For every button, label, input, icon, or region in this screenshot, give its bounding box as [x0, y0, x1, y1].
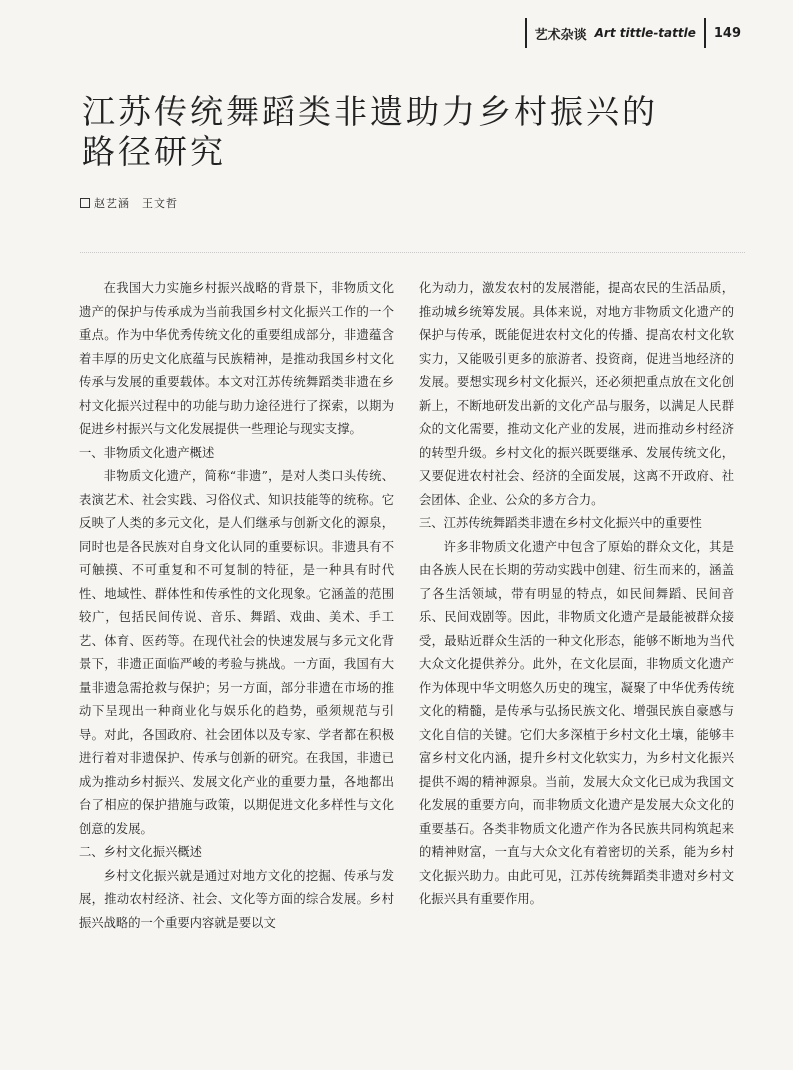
header-divider	[525, 18, 527, 48]
right-column	[419, 277, 734, 912]
square-bullet-icon	[80, 198, 90, 208]
title-line-2: 路径研究	[82, 132, 226, 171]
page-number: 149	[713, 25, 741, 41]
intro-paragraph: 在我国大力实施乡村振兴战略的背景下，非物质文化遗产的保护与传承成为当前我国乡村文化振兴工作的一个重点。作为中华优秀传统文化的重要组成部分，非遗蕴含着丰厚的历史文化底蕴与民族精神，是推动我国乡村文化传承与发展的重要载体。本文对江苏传统舞蹈类非遗在乡村文化振兴过程中的功能与助力途径进行了探索，以期为促进乡村振兴与文化发展提供一些理论与现实支撑。	[79, 281, 394, 436]
article-title	[82, 92, 682, 172]
left-column	[79, 277, 394, 935]
title-line-1: 江苏传统舞蹈类非遗助力乡村振兴的	[82, 92, 658, 131]
section-heading-1: 一、非物质文化遗产概述	[79, 445, 215, 460]
section-name-zh: 艺术杂谈	[534, 27, 587, 43]
section-heading-2: 二、乡村文化振兴概述	[79, 845, 202, 859]
dotted-divider	[80, 252, 745, 253]
section-1-paragraph: 非物质文化遗产，简称“非遗”，是对人类口头传统、表演艺术、社会实践、习俗仪式、知识技能等的统称。它反映了人类的多元文化，是人们继承与创新文化的源泉，同时也是各民族对自身文化认同的重要标识。非遗具有不可触摸、不可重复和不可复制的特征，是一种具有时代性、地域性、群体性和传承性的文化现象。它涵盖的范围较广，包括民间传说、音乐、舞蹈、戏曲、美术、手工艺、体育、医药等。在现代社会的快速发展与多元文化背景下，非遗正面临严峻的考验与挑战。一方面，我国有大量非遗急需抢救与保护；另一方面，部分非遗在市场的推动下呈现出一种商业化与娱乐化的趋势，亟须规范与引导。对此，各国政府、社会团体以及专家、学者都在积极进行着对非遗保护、传承与创新的研究。在我国，非遗已成为推动乡村振兴、发展文化产业的重要力量，各地都出台了相应的保护措施与政策，以期促进文化多样性与文化创意的发展。	[79, 469, 394, 836]
section-name-en: Art tittle-tattle	[594, 26, 696, 40]
header-divider	[704, 18, 706, 48]
author-line	[80, 195, 178, 211]
running-header	[525, 18, 741, 48]
section-2-paragraph-continued: 化为动力，激发农村的发展潜能，提高农民的生活品质，推动城乡统筹发展。具体来说，对地方非物质文化遗产的保护与传承，既能促进农村文化的传播、提高农村文化软实力，又能吸引更多的旅游者、投资商，促进当地经济的发展。要想实现乡村文化振兴，还必须把重点放在文化创新上，不断地研发出新的文化产品与服务，以满足人民群众的文化需要，推动文化产业的发展，进而推动乡村经济的转型升级。乡村文化的振兴既要继承、发展传统文化，又要促进农村社会、经济的全面发展，这离不开政府、社会团体、企业、公众的多方合力。	[419, 281, 734, 507]
authors: 赵艺涵 王文哲	[94, 197, 178, 210]
section-2-paragraph: 乡村文化振兴就是通过对地方文化的挖掘、传承与发展，推动农村经济、社会、文化等方面的综合发展。乡村振兴战略的一个重要内容就是要以文	[79, 868, 394, 930]
section-heading-3: 三、江苏传统舞蹈类非遗在乡村文化振兴中的重要性	[419, 516, 702, 530]
section-3-paragraph: 许多非物质文化遗产中包含了原始的群众文化，其是由各族人民在长期的劳动实践中创建、衍生而来的，涵盖了各生活领域，带有明显的特点，如民间舞蹈、民间音乐、民间戏剧等。因此，非物质文化遗产是最能被群众接受，最贴近群众生活的一种文化形态，能够不断地为当代大众文化提供养分。此外，在文化层面，非物质文化遗产作为体现中华文明悠久历史的瑰宝，凝聚了中华优秀传统文化的精髓，是传承与弘扬民族文化、增强民族自豪感与文化自信的关键。它们大多深植于乡村文化土壤，能够丰富乡村文化内涵，提升乡村文化软实力，为乡村文化振兴提供不竭的精神源泉。当前，发展大众文化已成为我国文化发展的重要方向，而非物质文化遗产是发展大众文化的重要基石。各类非物质文化遗产作为各民族共同构筑起来的精神财富，一直与大众文化有着密切的关系，能为乡村文化振兴助力。由此可见，江苏传统舞蹈类非遗对乡村文化振兴具有重要作用。	[419, 539, 734, 906]
